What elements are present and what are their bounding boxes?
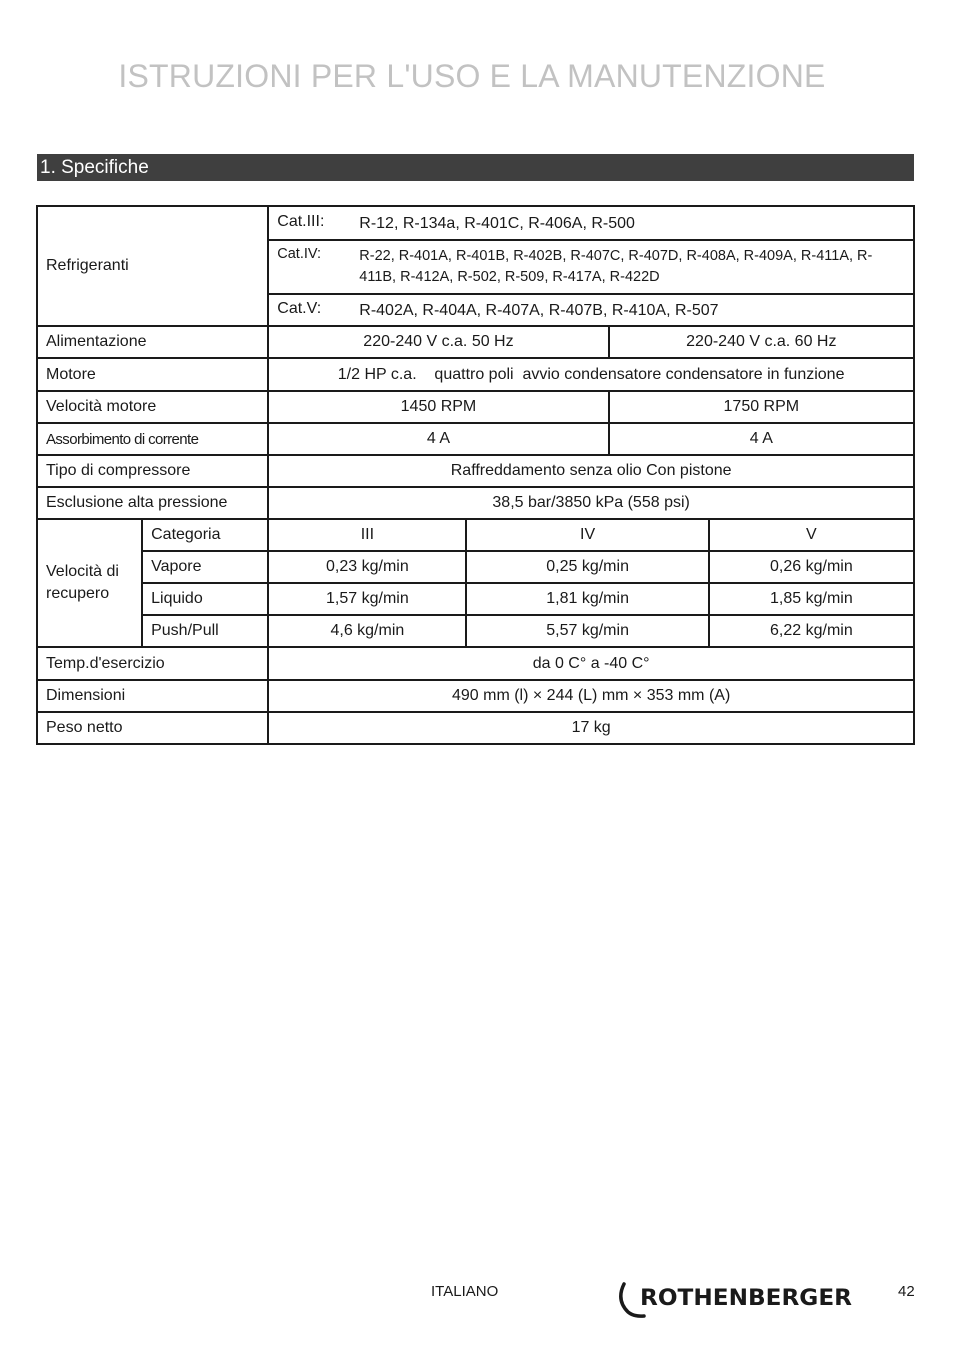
footer-language: ITALIANO — [431, 1283, 499, 1300]
recovery-cell: 0,26 kg/min — [709, 551, 914, 583]
cat4-key: Cat.IV: — [277, 246, 322, 262]
recovery-label: Velocità di recupero — [37, 519, 142, 647]
recovery-cell: III — [268, 519, 466, 551]
recovery-cell: 1,85 kg/min — [709, 583, 914, 615]
recovery-cell: 4,6 kg/min — [268, 615, 466, 647]
power-label: Alimentazione — [37, 326, 268, 358]
compressor-value: Raffreddamento senza olio Con pistone — [268, 455, 914, 487]
current-label: Assorbimento di corrente — [37, 423, 268, 455]
cat3-key: Cat.III: — [277, 212, 325, 230]
current-50hz: 4 A — [268, 423, 608, 455]
refrigerants-cat3 — [268, 206, 914, 240]
recovery-cell: 1,81 kg/min — [466, 583, 708, 615]
motor-value: 1/2 HP c.a. quattro poli avvio condensatore condensatore in funzione — [268, 358, 914, 391]
recovery-cell: 0,25 kg/min — [466, 551, 708, 583]
current-60hz: 4 A — [609, 423, 914, 455]
rothenberger-logo — [614, 1280, 864, 1320]
cat4-value: R-22, R-401A, R-401B, R-402B, R-407C, R-407D, R-408A, R-409A, R-411A, R-411B, R-412A, R-502, R-509, R-417A, R-422D — [359, 248, 873, 285]
recovery-cell: IV — [466, 519, 708, 551]
compressor-label: Tipo di compressore — [37, 455, 268, 487]
refrigerants-cat4 — [268, 240, 914, 294]
recovery-cell: 0,23 kg/min — [268, 551, 466, 583]
page-number: 42 — [898, 1283, 915, 1300]
recovery-row-label: Liquido — [142, 583, 268, 615]
refrigerants-cat5 — [268, 294, 914, 326]
dimensions-label: Dimensioni — [37, 680, 268, 712]
recovery-cell: 5,57 kg/min — [466, 615, 708, 647]
weight-label: Peso netto — [37, 712, 268, 744]
motor-speed-label: Velocità motore — [37, 391, 268, 423]
cat5-value: R-402A, R-404A, R-407A, R-407B, R-410A, R-507 — [359, 301, 719, 319]
recovery-row-label: Push/Pull — [142, 615, 268, 647]
recovery-cell: 1,57 kg/min — [268, 583, 466, 615]
weight-value: 17 kg — [268, 712, 914, 744]
recovery-row-label: Vapore — [142, 551, 268, 583]
recovery-cell: 6,22 kg/min — [709, 615, 914, 647]
temp-value: da 0 C° a -40 C° — [268, 647, 914, 680]
power-60hz: 220-240 V c.a. 60 Hz — [609, 326, 914, 358]
power-50hz: 220-240 V c.a. 50 Hz — [268, 326, 608, 358]
motor-label: Motore — [37, 358, 268, 391]
dimensions-value: 490 mm (l) × 244 (L) mm × 353 mm (A) — [268, 680, 914, 712]
refrigerants-label: Refrigeranti — [37, 206, 268, 326]
high-pressure-value: 38,5 bar/3850 kPa (558 psi) — [268, 487, 914, 519]
spec-table — [36, 205, 915, 745]
high-pressure-label: Esclusione alta pressione — [37, 487, 268, 519]
logo-wordmark: ROTHENBERGER — [640, 1286, 853, 1311]
page-title: ISTRUZIONI PER L'USO E LA MANUTENZIONE — [118, 58, 826, 94]
section-heading: 1. Specifiche — [37, 154, 914, 181]
motor-speed-50hz: 1450 RPM — [268, 391, 608, 423]
temp-label: Temp.d'esercizio — [37, 647, 268, 680]
cat3-value: R-12, R-134a, R-401C, R-406A, R-500 — [359, 214, 635, 232]
recovery-cell: V — [709, 519, 914, 551]
motor-speed-60hz: 1750 RPM — [609, 391, 914, 423]
recovery-row-label: Categoria — [142, 519, 268, 551]
cat5-key: Cat.V: — [277, 299, 322, 317]
